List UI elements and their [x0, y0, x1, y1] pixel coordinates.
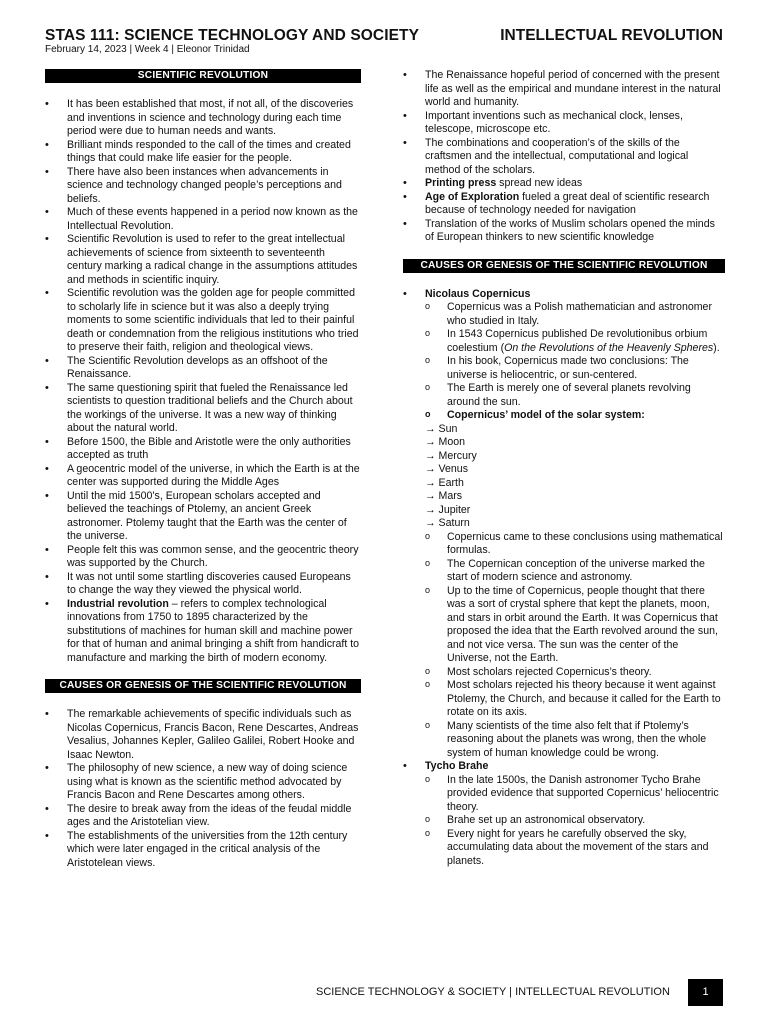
- planet-item: → Venus: [425, 463, 468, 475]
- industrial-revolution-term: Industrial revolution: [67, 597, 169, 610]
- planet-item: → Moon: [425, 436, 466, 448]
- model-heading: o Copernicus’ model of the solar system:: [425, 409, 725, 423]
- section-heading-scientific-revolution: SCIENTIFIC REVOLUTION: [45, 69, 361, 83]
- sub-item: o In the late 1500s, the Danish astronomer Tycho Brahe provided evidence that supported Copernicus’ heliocentric theory.: [425, 774, 725, 815]
- list-item: [403, 191, 725, 218]
- list-item: • Translation of the works of Muslim scholars opened the minds of European thinkers to new scientific knowledge: [403, 218, 725, 245]
- publication-title: On the Revolutions of the Heavenly Spheres: [504, 341, 714, 354]
- list-item: [45, 598, 361, 666]
- list-item: • A geocentric model of the universe, in which the Earth is at the center was supported during the Middle Ages: [45, 463, 361, 490]
- printing-press-term: Printing press: [425, 177, 497, 189]
- list-item: • There have also been instances when advancements in science and technology changed people’s perceptions and beliefs.: [45, 166, 361, 207]
- publication-close: ).: [713, 341, 720, 354]
- sub-item: o Brahe set up an astronomical observatory.: [425, 814, 725, 828]
- copernicus-more-details: [425, 531, 725, 761]
- list-item: • The Scientific Revolution develops as an offshoot of the Renaissance.: [45, 355, 361, 382]
- list-item: • Much of these events happened in a period now known as the Intellectual Revolution.: [45, 206, 361, 233]
- publication-text: In 1543 Copernicus published De revolutionibus orbium coelestium (: [447, 328, 708, 354]
- list-item: • Brilliant minds responded to the call of the times and created things that could make life easier for the people.: [45, 139, 361, 166]
- right-column: [403, 69, 725, 868]
- topic-title: INTELLECTUAL REVOLUTION: [500, 27, 723, 44]
- age-of-exploration-text: fueled a great deal of scientific research because of technology needed for navigation: [425, 190, 710, 216]
- sub-item: o Most scholars rejected his theory because it went against Ptolemy, the Church, and because it called for the Earth to rotate on its axis.: [425, 679, 725, 720]
- sub-item: o Up to the time of Copernicus, people thought that there was a sort of crystal sphere that kept the planets, moon, and stars in orbit around the Earth. It was Copernicus that proposed the idea that the Earth revolved around the sun, and not vice versa. The sun was the center of the Universe, not the Earth.: [425, 585, 725, 666]
- list-item: • The establishments of the universities from the 12th century which were later engaged in the critical analysis of the Aristotelean views.: [45, 830, 361, 871]
- planet-item: → Sun: [425, 422, 458, 435]
- sub-item: o Most scholars rejected Copernicus’s theory.: [425, 666, 725, 680]
- causes-emphasis-list: [403, 177, 725, 245]
- list-item: • It was not until some startling discoveries caused Europeans to change the way they viewed the physical world.: [45, 571, 361, 598]
- list-item: • The combinations and cooperation’s of the skills of the craftsmen and the intellectual, computational and logical method of the scholars.: [403, 137, 725, 178]
- list-item: • People felt this was common sense, and the geocentric theory was supported by the Church.: [45, 544, 361, 571]
- sub-item: o Every night for years he carefully observed the sky, accumulating data about the movement of the stars and planets.: [425, 828, 725, 869]
- sub-item: o The Copernican conception of the universe marked the start of modern science and astronomy.: [425, 558, 725, 585]
- printing-press-text: spread new ideas: [496, 177, 583, 189]
- sub-item: [425, 328, 725, 355]
- left-column: [45, 69, 361, 870]
- list-item: • The remarkable achievements of specific individuals such as Nicolas Copernicus, Francis Bacon, Rene Descartes, Andreas Vesalius, Johannes Kepler, Galileo Galilei, Robert Hooke and Isaac Newton.: [45, 708, 361, 762]
- causes-list: [45, 708, 361, 870]
- planet-list: [425, 423, 725, 531]
- list-item: • Important inventions such as mechanical clock, lenses, telescope, microscope etc.: [403, 110, 725, 137]
- scientific-revolution-list: [45, 98, 361, 598]
- sub-item: o Copernicus came to these conclusions using mathematical formulas.: [425, 531, 725, 558]
- course-title: STAS 111: SCIENCE TECHNOLOGY AND SOCIETY: [45, 27, 420, 44]
- sub-item: o Copernicus was a Polish mathematician and astronomer who studied in Italy.: [425, 301, 725, 328]
- section-heading-causes-right: CAUSES OR GENESIS OF THE SCIENTIFIC REVOLUTION: [403, 259, 725, 273]
- industrial-revolution-list: [45, 598, 361, 666]
- sub-item: o The Earth is merely one of several planets revolving around the sun.: [425, 382, 725, 409]
- footer-title: SCIENCE TECHNOLOGY & SOCIETY | INTELLECTUAL REVOLUTION: [316, 986, 670, 998]
- page-number: 1: [688, 979, 723, 1006]
- list-item: • Until the mid 1500’s, European scholars accepted and believed the teachings of Ptolemy, an ancient Greek astronomer. Ptolemy taught that the Earth was the center of the universe.: [45, 490, 361, 544]
- scientists-list: [403, 288, 725, 869]
- scientist-tycho-brahe: [403, 760, 725, 868]
- scientist-copernicus: [403, 288, 725, 761]
- list-item: • Before 1500, the Bible and Aristotle were the only authorities accepted as truth: [45, 436, 361, 463]
- industrial-revolution-definition: – refers to complex technological innovations from 1750 to 1895 characterized by the substitutions of machines for human skill and machine power for that of human and animal bringing a shift from handicraft to manufacture and marking the birth of modern economy.: [67, 597, 360, 664]
- copernicus-details: [425, 301, 725, 423]
- list-item: • The same questioning spirit that fueled the Renaissance led scientists to question traditional beliefs and the Church about the workings of the universe. It was a new way of thinking about the natural world.: [45, 382, 361, 436]
- sub-item: o In his book, Copernicus made two conclusions: The universe is heliocentric, or sun-centered.: [425, 355, 725, 382]
- copernicus-name: Nicolaus Copernicus: [425, 287, 531, 300]
- list-item: • The desire to break away from the ideas of the feudal middle ages and the Aristotelian view.: [45, 803, 361, 830]
- planet-item: → Mars: [425, 490, 463, 502]
- document-meta: February 14, 2023 | Week 4 | Eleonor Trinidad: [45, 44, 250, 55]
- planet-item: → Earth: [425, 476, 464, 489]
- list-item: [403, 177, 725, 191]
- sub-item: o Many scientists of the time also felt that if Ptolemy’s reasoning about the planets was wrong, then the whole system of human knowledge could be wrong.: [425, 720, 725, 761]
- list-item: • It has been established that most, if not all, of the discoveries and inventions in science and technology during each time period were due to human needs and wants.: [45, 98, 361, 139]
- planet-item: → Saturn: [425, 517, 470, 529]
- list-item: • The Renaissance hopeful period of concerned with the present life as well as the empirical and mundane interest in the natural world and humanity.: [403, 69, 725, 110]
- planet-item: → Mercury: [425, 449, 477, 462]
- tycho-details: [425, 774, 725, 869]
- planet-item: → Jupiter: [425, 503, 471, 516]
- list-item: • Scientific Revolution is used to refer to the great intellectual achievements of science from sixteenth to seventeenth century marking a radical change in the assumptions attitudes and methods in scientific inquiry.: [45, 233, 361, 287]
- age-of-exploration-term: Age of Exploration: [425, 190, 520, 203]
- causes-continued-list: [403, 69, 725, 177]
- section-heading-causes: CAUSES OR GENESIS OF THE SCIENTIFIC REVOLUTION: [45, 679, 361, 693]
- list-item: • The philosophy of new science, a new way of doing science using what is known as the scientific method advocated by Francis Bacon and Rene Descartes among others.: [45, 762, 361, 803]
- list-item: • Scientific revolution was the golden age for people committed to scholarly life in science but it was also a deeply trying moments to some scientific individuals that led to their painful death or condemnation from the religious institutions who tried to preserve their faith, religion and theological views.: [45, 287, 361, 355]
- tycho-brahe-name: Tycho Brahe: [425, 760, 489, 772]
